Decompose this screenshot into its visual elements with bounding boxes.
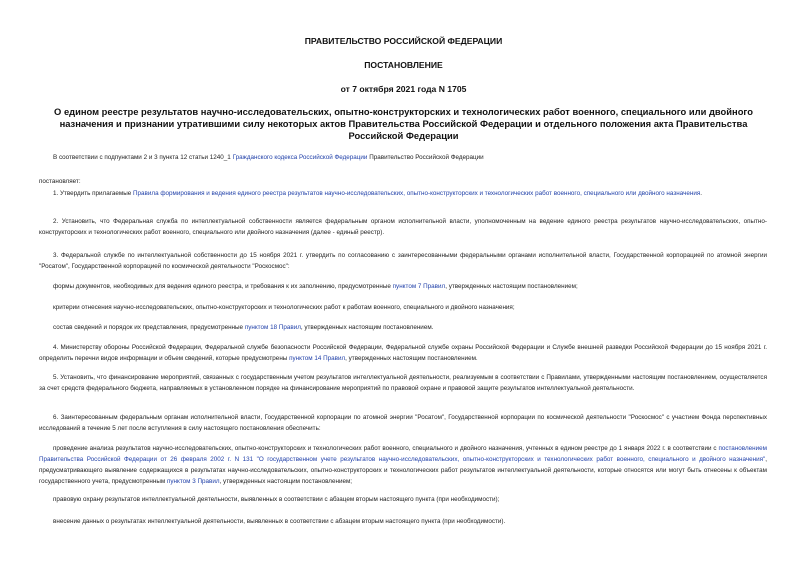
paragraph-3c (39, 322, 767, 333)
preamble-text-end: Правительство Российской Федерации (367, 154, 484, 161)
resolves-line: постановляет: (39, 178, 81, 185)
p3c-text-end: , утвержденных настоящим постановлением. (300, 324, 434, 331)
rules-link[interactable]: Правила формирования и ведения единого реестра результатов научно-исследовательских, опытно-конструкторских и технологических работ военного, специального или двойного назначения (133, 190, 701, 197)
p4-text: 4. Министерству обороны Российской Федерации, Федеральной службе безопасности Российской Федерации, Федеральной службе охраны Российской Федерации и Службе внешней разведки Российской Федерации до 15 ноября 2021 г. определить перечни видов информации и объем сведений, которые предусмотрены (39, 344, 767, 362)
paragraph-6: 6. Заинтересованным федеральным органам исполнительной власти, Государственной корпорации по атомной энергии "Росатом", Государственной корпорации по космической деятельности "Роскосмос" с участием Фонда перспективных исследований в течение 5 лет после вступления в силу настоящего постановления обеспечить: (39, 414, 767, 432)
p3a-text-end: , утвержденных настоящим постановлением; (445, 283, 578, 290)
paragraph-3b: критерии отнесения научно-исследовательских, опытно-конструкторских и технологических работ к работам военного, специального и двойного назначения; (53, 304, 515, 311)
p4-text-end: , утвержденных настоящим постановлением. (345, 355, 478, 362)
rules-point-7-link[interactable]: пунктом 7 Правил (392, 283, 446, 290)
preamble-text: В соответствии с подпунктами 2 и 3 пункта 12 статьи 1240_1 (53, 154, 233, 161)
header-government: ПРАВИТЕЛЬСТВО РОССИЙСКОЙ ФЕДЕРАЦИИ (304, 36, 503, 46)
p3c-text: состав сведений и порядок их представления, предусмотренные (53, 324, 245, 331)
rules-point-14-link[interactable]: пунктом 14 Правил (289, 355, 346, 362)
paragraph-6a (39, 443, 767, 487)
paragraph-5: 5. Установить, что финансирование мероприятий, связанных с государственным учетом результатов интеллектуальной деятельности, реализуемым в соответствии с Правилами, утвержденными настоящим постановлением, осуществляется за счет средств федерального бюджета, направляемых в установленном порядке на финансирование мероприятий по правовой охране и правовой защите результатов интеллектуальной деятельности. (39, 374, 767, 392)
paragraph-4 (39, 342, 767, 364)
paragraph-6b: правовую охрану результатов интеллектуальной деятельности, выявленных в соответствии с абзацем вторым настоящего пункта (при необходимости); (53, 496, 500, 503)
paragraph-6c: внесение данных о результатах интеллектуальной деятельности, выявленных в соответствии с абзацем вторым настоящего пункта (при необходимости). (53, 518, 506, 525)
document-title: О едином реестре результатов научно-исследовательских, опытно-конструкторских и технологических работ военного, специального или двойного назначения и признании утратившими силу некоторых актов Правительства Российской Федерации и отдельного положения акта Правительства Российской Федерации (54, 106, 753, 141)
paragraph-3a (39, 281, 767, 292)
header-date-number: от 7 октября 2021 года N 1705 (340, 84, 467, 94)
p6a-text-middle: , предусматривающего выявление содержащихся в результатах научно-исследовательских, опытно-конструкторских и технологических работ результатов интеллектуальной деятельности, которые относятся или могут быть отнесены к объектам государственного учета, предусмотренным (39, 456, 767, 485)
header-doc-type: ПОСТАНОВЛЕНИЕ (364, 60, 443, 70)
rules-point-18-link[interactable]: пунктом 18 Правил (244, 324, 301, 331)
rules-point-3-link[interactable]: пунктом 3 Правил (166, 478, 220, 485)
preamble-paragraph (39, 152, 767, 163)
civil-code-link[interactable]: Гражданского кодекса Российской Федерации (232, 154, 368, 161)
p1-text-end: . (700, 190, 703, 197)
p6a-text: проведение анализа результатов научно-исследовательских, опытно-конструкторских и технологических работ военного, специального и двойного назначения, учтенных в едином реестре до 1 января 2022 г. в соответствии с (53, 445, 719, 452)
paragraph-3: 3. Федеральной службе по интеллектуальной собственности до 15 ноября 2021 г. утвердить по согласованию с заинтересованными федеральными органами исполнительной власти, Государственной корпорацией по атомной энергии "Росатом", Государственной корпорацией по космической деятельности "Роскосмос": (39, 252, 767, 270)
resolution-131-link[interactable]: постановлением Правительства Российской Федерации от 26 февраля 2002 г. N 131 "О государственном учете результатов научно-исследовательских, опытно-конструкторских и технологических работ военного, специального и двойного назначения" (39, 445, 767, 463)
paragraph-1 (39, 188, 767, 199)
p6a-text-end: , утвержденных настоящим постановлением; (219, 478, 353, 485)
paragraph-2: 2. Установить, что Федеральная служба по интеллектуальной собственности является федеральным органом исполнительной власти, уполномоченным на ведение единого реестра результатов научно-исследовательских, опытно-конструкторских и технологических работ военного, специального или двойного назначения (далее - единый реестр). (39, 218, 767, 236)
p3a-text: формы документов, необходимых для ведения единого реестра, и требования к их заполнению, предусмотренные (53, 283, 393, 290)
p1-text: 1. Утвердить прилагаемые (53, 190, 133, 197)
